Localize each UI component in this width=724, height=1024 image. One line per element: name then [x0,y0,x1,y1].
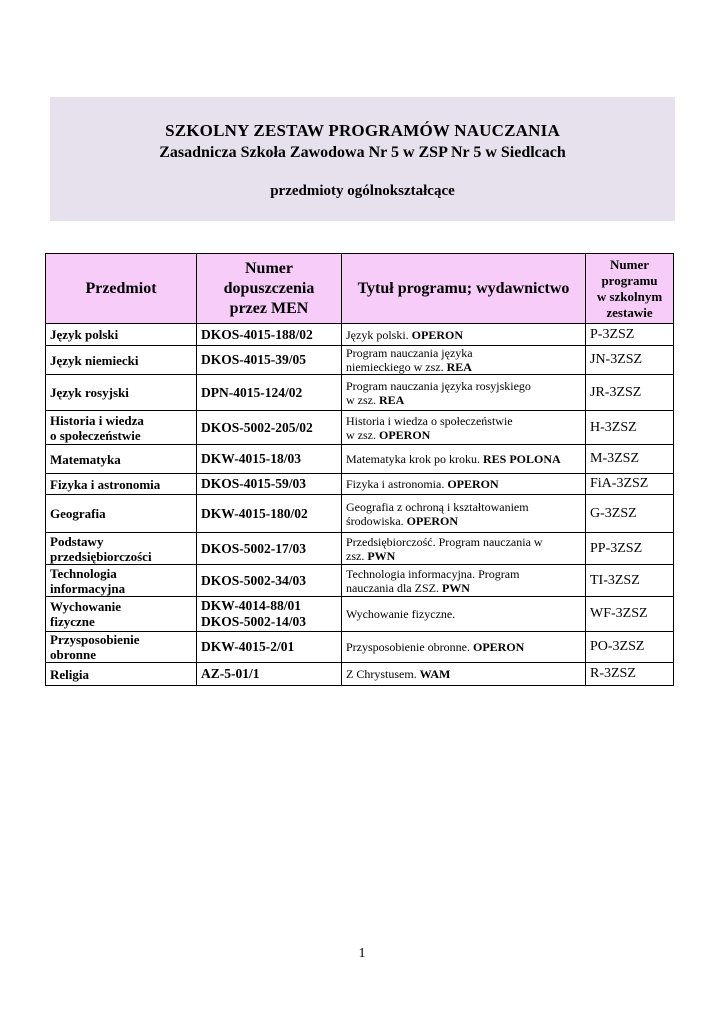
publisher-name: REA [379,392,405,407]
subject-cell: Język rosyjski [46,375,197,411]
approval-number-cell: DKOS-4015-188/02 [197,324,342,346]
table-row [46,474,674,495]
program-code-cell: FiA-3ZSZ [586,474,674,495]
program-code-cell: R-3ZSZ [586,663,674,686]
programs-table [45,253,674,686]
subject-cell: Geografia [46,495,197,533]
program-title-cell: Przedsiębiorczość. Program nauczania w zsz. PWN [342,533,586,565]
program-title-cell: Język polski. OPERON [342,324,586,346]
subject-cell: Matematyka [46,445,197,474]
school-name: Zasadnicza Szkoła Zawodowa Nr 5 w ZSP Nr 5 w Siedlcach [159,144,566,161]
subject-cell: Podstawy przedsiębiorczości [46,533,197,565]
publisher-name: REA [446,360,472,374]
publisher-name: OPERON [411,327,464,342]
program-title-cell: Geografia z ochroną i kształtowaniem środowiska. OPERON [342,495,586,533]
publisher-name: RES POLONA [482,452,561,466]
program-code-cell: JR-3ZSZ [586,375,674,411]
table-header-row [46,254,674,324]
program-code-cell: M-3ZSZ [586,445,674,474]
table-row [46,565,674,597]
document-title: SZKOLNY ZESTAW PROGRAMÓW NAUCZANIA [165,121,560,140]
program-title-cell: Matematyka krok po kroku. RES POLONA [342,445,586,474]
document-header [50,97,675,221]
program-title-cell: Fizyka i astronomia. OPERON [342,474,586,495]
publisher-name: WAM [419,667,451,681]
publisher-name: PWN [441,580,470,595]
table-row [46,324,674,346]
page-number: 1 [358,946,366,961]
program-code-cell: TI-3ZSZ [586,565,674,597]
program-title-cell: Przysposobienie obronne. OPERON [342,632,586,663]
program-code-cell: PO-3ZSZ [586,632,674,663]
approval-number-cell: DKOS-5002-17/03 [197,533,342,565]
program-code-cell: PP-3ZSZ [586,533,674,565]
table-row [46,597,674,632]
table-row [46,632,674,663]
program-title-cell: Program nauczania języka niemieckiego w zsz. REA [342,346,586,375]
subject-cell: Religia [46,663,197,686]
approval-number-cell: DKOS-5002-205/02 [197,411,342,445]
program-code-cell: H-3ZSZ [586,411,674,445]
table-row [46,663,674,686]
table-body [46,324,674,686]
subject-cell: Przysposobienie obronne [46,632,197,663]
subject-type-heading: przedmioty ogólnokształcące [270,183,455,199]
program-code-cell: JN-3ZSZ [586,346,674,375]
subject-cell: Wychowanie fizyczne [46,597,197,632]
approval-number-cell: DKW-4014-88/01 DKOS-5002-14/03 [197,597,342,632]
program-title-cell: Z Chrystusem. WAM [342,663,586,686]
column-header-title: Tytuł programu; wydawnictwo [342,254,586,324]
table-row [46,411,674,445]
program-code-cell: P-3ZSZ [586,324,674,346]
program-title-cell: Historia i wiedza o społeczeństwie w zsz. OPERON [342,411,586,445]
approval-number-cell: DKOS-5002-34/03 [197,565,342,597]
approval-number-cell: DKW-4015-2/01 [197,632,342,663]
table-row [46,445,674,474]
program-code-cell: WF-3ZSZ [586,597,674,632]
publisher-name: OPERON [472,640,525,654]
column-header-subject: Przedmiot [46,254,197,324]
column-header-code: Numer programu w szkolnym zestawie [586,254,674,324]
subject-cell: Fizyka i astronomia [46,474,197,495]
program-code-cell: G-3ZSZ [586,495,674,533]
publisher-name: OPERON [447,477,499,491]
subject-cell: Technologia informacyjna [46,565,197,597]
program-title-cell: Wychowanie fizyczne. [342,597,586,632]
approval-number-cell: DKW-4015-180/02 [197,495,342,533]
subject-cell: Język polski [46,324,197,346]
approval-number-cell: DKOS-4015-39/05 [197,346,342,375]
table-row [46,495,674,533]
publisher-name: OPERON [379,427,431,442]
approval-number-cell: DPN-4015-124/02 [197,375,342,411]
approval-number-cell: AZ-5-01/1 [197,663,342,686]
column-header-number: Numer dopuszczenia przez MEN [197,254,342,324]
approval-number-cell: DKW-4015-18/03 [197,445,342,474]
subject-cell: Język niemiecki [46,346,197,375]
program-title-cell: Technologia informacyjna. Program nauczania dla ZSZ. PWN [342,565,586,597]
table-row [46,375,674,411]
table-row [46,533,674,565]
program-title-cell: Program nauczania języka rosyjskiego w zsz. REA [342,375,586,411]
publisher-name: OPERON [406,513,459,528]
approval-number-cell: DKOS-4015-59/03 [197,474,342,495]
publisher-name: PWN [367,548,396,563]
subject-cell: Historia i wiedza o społeczeństwie [46,411,197,445]
table-row [46,346,674,375]
